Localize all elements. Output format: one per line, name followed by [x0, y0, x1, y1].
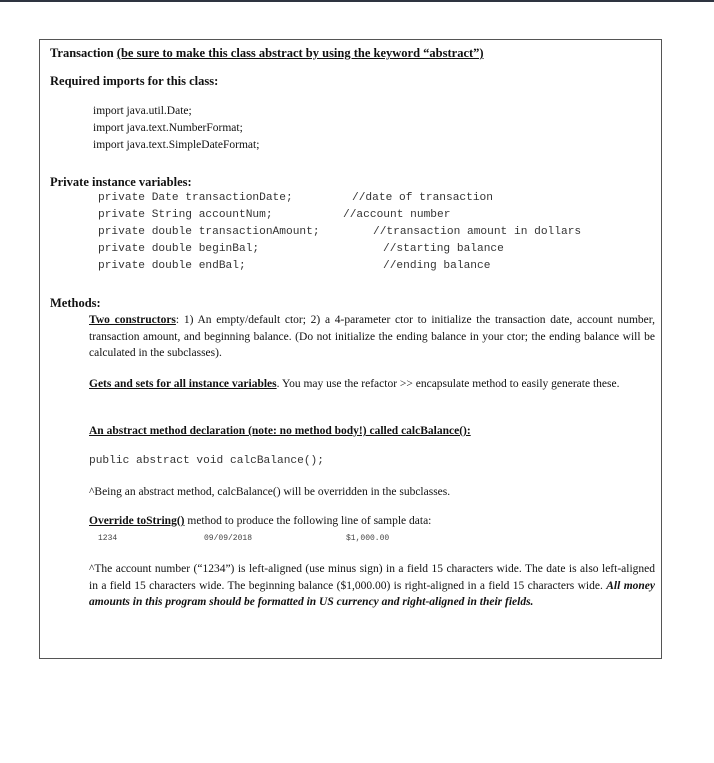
class-name: Transaction [50, 46, 114, 60]
getsets-paragraph [89, 376, 655, 393]
tostring-text: method to produce the following line of sample data: [184, 515, 432, 527]
field-comment: //ending balance [383, 260, 491, 272]
constructors-title: Two constructors [89, 314, 176, 326]
field-comment: //starting balance [383, 243, 504, 255]
field-comment: //transaction amount in dollars [373, 226, 582, 238]
field-decl: private String accountNum; [98, 209, 273, 221]
abstract-note: ^Being an abstract method, calcBalance() will be overridden in the subclasses. [89, 486, 451, 498]
constructors-paragraph [89, 312, 655, 362]
format-note [89, 561, 655, 611]
import-line: import java.util.Date; [93, 105, 192, 117]
constructors-text: : 1) An empty/default ctor; 2) a 4-parameter ctor to initialize the transaction date, account number, transaction amount, and beginning balance. (Do not initialize the ending balance in your ctor; the ending balance will be calculated in the subclasses). [89, 314, 655, 359]
tostring-title: Override toString() [89, 515, 185, 527]
field-decl: private double beginBal; [98, 243, 260, 255]
field-decl: private double endBal; [98, 260, 246, 272]
getsets-text: . You may use the refactor >> encapsulate method to easily generate these. [276, 378, 620, 390]
getsets-title: Gets and sets for all instance variables [89, 378, 277, 390]
format-emphasis: All money amounts in this program should be formatted in US currency and right-aligned in their fields. [89, 579, 655, 608]
fields-heading: Private instance variables: [50, 175, 192, 189]
field-decl: private double transactionAmount; [98, 226, 320, 238]
field-comment: //date of transaction [352, 192, 493, 204]
abstract-title: An abstract method declaration (note: no method body!) called calcBalance(): [89, 425, 471, 437]
field-comment: //account number [343, 209, 451, 221]
document-box [39, 39, 662, 659]
sample-account: 1234 [98, 534, 118, 543]
tostring-paragraph [89, 513, 655, 530]
class-title-line [50, 46, 484, 61]
abstract-paragraph [89, 423, 655, 440]
format-note-text: ^The account number (“1234”) is left-aligned (use minus sign) in a field 15 characters wide. The date is also left-aligned in a field 15 characters wide. The beginning balance ($1,000.00) is right-aligned in a field 15 characters wide. [89, 563, 655, 592]
imports-heading: Required imports for this class: [50, 74, 219, 88]
top-border [0, 0, 714, 2]
import-line: import java.text.SimpleDateFormat; [93, 139, 260, 151]
methods-heading: Methods: [50, 296, 101, 310]
field-decl: private Date transactionDate; [98, 192, 293, 204]
sample-balance: $1,000.00 [346, 534, 390, 543]
import-line: import java.text.NumberFormat; [93, 122, 243, 134]
class-note: (be sure to make this class abstract by using the keyword “abstract”) [116, 46, 484, 60]
abstract-code: public abstract void calcBalance(); [89, 455, 324, 467]
sample-date: 09/09/2018 [204, 534, 253, 543]
